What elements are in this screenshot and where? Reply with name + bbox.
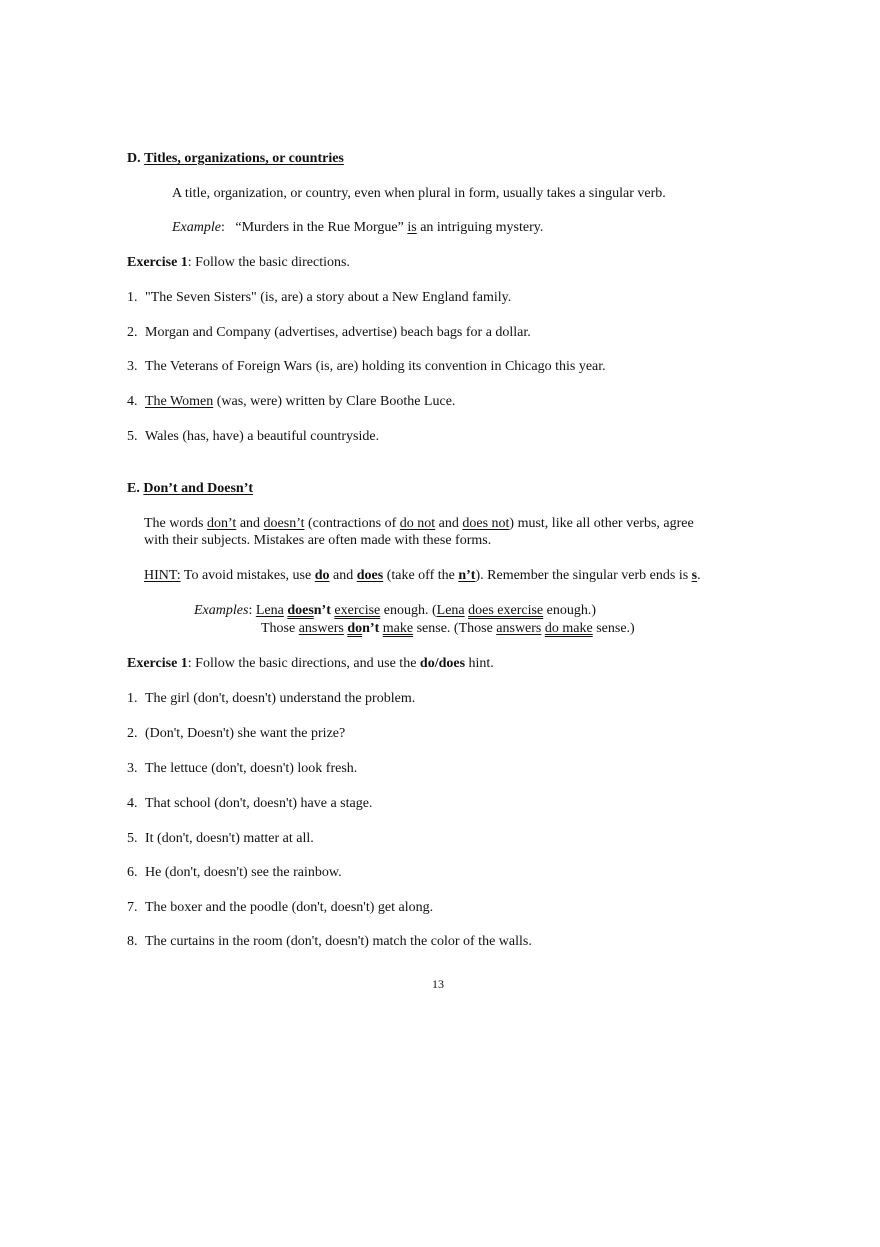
example-verb: is (407, 220, 417, 235)
hint-text: and (329, 568, 357, 583)
list-item (127, 324, 531, 341)
example-verb: does exercise (468, 603, 544, 618)
example-subject: Lena (255, 603, 284, 618)
list-item (127, 393, 455, 410)
section-e-intro-line2: with their subjects. Mistakes are often made with these forms. (144, 533, 492, 548)
item-number: 5. (127, 831, 138, 846)
example-colon: : (220, 220, 225, 235)
section-d-letter: D. (127, 151, 141, 166)
intro-dont: don’t (207, 516, 237, 531)
intro-text: and (435, 516, 463, 531)
exercise-e-hint-word: do/does (419, 656, 466, 671)
example-verb: do (347, 621, 363, 636)
item-number: 3. (127, 761, 138, 776)
item-text: He (don't, doesn't) see the rainbow. (145, 865, 342, 880)
list-item (127, 864, 342, 881)
section-e-example-line1 (194, 602, 596, 619)
item-text: The Veterans of Foreign Wars (is, are) holding its convention in Chicago this year. (145, 359, 606, 374)
examples-colon: : (248, 603, 256, 618)
hint-text: To avoid mistakes, use (180, 568, 315, 583)
section-e-title: Don’t and Doesn’t (143, 481, 254, 496)
item-text: The girl (don't, doesn't) understand the problem. (145, 691, 416, 706)
hint-s: s (691, 568, 698, 583)
page-number: 13 (432, 977, 444, 991)
hint-nt: n’t (458, 568, 476, 583)
item-number: 2. (127, 726, 138, 741)
item-number: 5. (127, 429, 138, 444)
list-item (127, 899, 433, 916)
section-d-example (172, 219, 543, 236)
list-item (127, 795, 372, 812)
item-number: 6. (127, 865, 138, 880)
item-number: 2. (127, 325, 138, 340)
example-text: enough.) (543, 603, 597, 618)
hint-text: . (697, 568, 701, 583)
section-d-rule: A title, organization, or country, even when plural in form, usually takes a singular verb. (172, 186, 666, 201)
example-pre: “Murders in the Rue Morgue” (235, 220, 408, 235)
item-number: 8. (127, 934, 138, 949)
section-e-intro-line1 (144, 515, 694, 532)
list-item (127, 428, 379, 445)
example-text: sense.) (592, 621, 635, 636)
intro-text: and (236, 516, 264, 531)
item-text: "The Seven Sisters" (is, are) a story about a New England family. (145, 290, 512, 305)
item-text: Morgan and Company (advertises, advertise) beach bags for a dollar. (145, 325, 531, 340)
section-e-heading (127, 480, 253, 497)
example-text: Those (261, 621, 299, 636)
exercise-d-directions (127, 254, 350, 271)
section-d-heading (127, 150, 344, 167)
intro-text: (contractions of (304, 516, 400, 531)
intro-text: The words (144, 516, 207, 531)
exercise-e-directions (127, 655, 494, 672)
item-text: The boxer and the poodle (don't, doesn't) get along. (145, 900, 434, 915)
example-verb-rest: exercise (334, 603, 381, 618)
section-e-example-line2 (261, 620, 635, 637)
hint-does: does (356, 568, 384, 583)
example-post: an intriguing mystery. (416, 220, 544, 235)
list-item (127, 289, 511, 306)
item-number: 7. (127, 900, 138, 915)
exercise-d-label: Exercise 1 (127, 255, 188, 270)
example-subject: answers (298, 621, 344, 636)
hint-text: (take off the (383, 568, 459, 583)
intro-does-not: does not (462, 516, 510, 531)
item-text: (Don't, Doesn't) she want the prize? (145, 726, 346, 741)
example-subject: Lena (436, 603, 465, 618)
intro-do-not: do not (399, 516, 436, 531)
list-item (127, 690, 415, 707)
examples-label: Examples (194, 603, 249, 618)
example-label: Example (172, 220, 221, 235)
item-text: It (don't, doesn't) matter at all. (145, 831, 314, 846)
intro-text: ) must, like all other verbs, agree (509, 516, 694, 531)
item-text: The curtains in the room (don't, doesn't) match the color of the walls. (145, 934, 532, 949)
exercise-e-label: Exercise 1 (127, 656, 188, 671)
list-item (127, 760, 357, 777)
item-number: 4. (127, 796, 138, 811)
example-verb-rest: make (382, 621, 414, 636)
hint-text: ). Remember the singular verb ends is (475, 568, 692, 583)
exercise-e-text: hint. (465, 656, 494, 671)
item-number: 1. (127, 691, 138, 706)
example-verb-contraction: n’t (313, 603, 331, 618)
section-e-letter: E. (127, 481, 140, 496)
exercise-d-text: : Follow the basic directions. (187, 255, 350, 270)
example-verb: does (287, 603, 314, 618)
hint-label: HINT: (144, 568, 181, 583)
list-item (127, 933, 532, 950)
list-item (127, 830, 314, 847)
hint-do: do (314, 568, 330, 583)
item-text: The lettuce (don't, doesn't) look fresh. (145, 761, 358, 776)
item-number: 1. (127, 290, 138, 305)
section-e-hint (144, 567, 701, 584)
item-title: The Women (145, 394, 214, 409)
item-text: (was, were) written by Clare Boothe Luce. (213, 394, 456, 409)
example-text: enough. ( (380, 603, 437, 618)
example-verb: do make (544, 621, 593, 636)
item-text: That school (don't, doesn't) have a stage. (145, 796, 373, 811)
example-text: sense. (Those (413, 621, 497, 636)
section-d-title: Titles, organizations, or countries (144, 151, 344, 166)
item-text: Wales (has, have) a beautiful countryside. (145, 429, 380, 444)
list-item (127, 358, 606, 375)
item-number: 4. (127, 394, 138, 409)
example-verb-contraction: n’t (362, 621, 380, 636)
example-subject: answers (496, 621, 542, 636)
intro-doesnt: doesn’t (263, 516, 305, 531)
item-number: 3. (127, 359, 138, 374)
list-item (127, 725, 345, 742)
exercise-e-text: : Follow the basic directions, and use the (187, 656, 420, 671)
